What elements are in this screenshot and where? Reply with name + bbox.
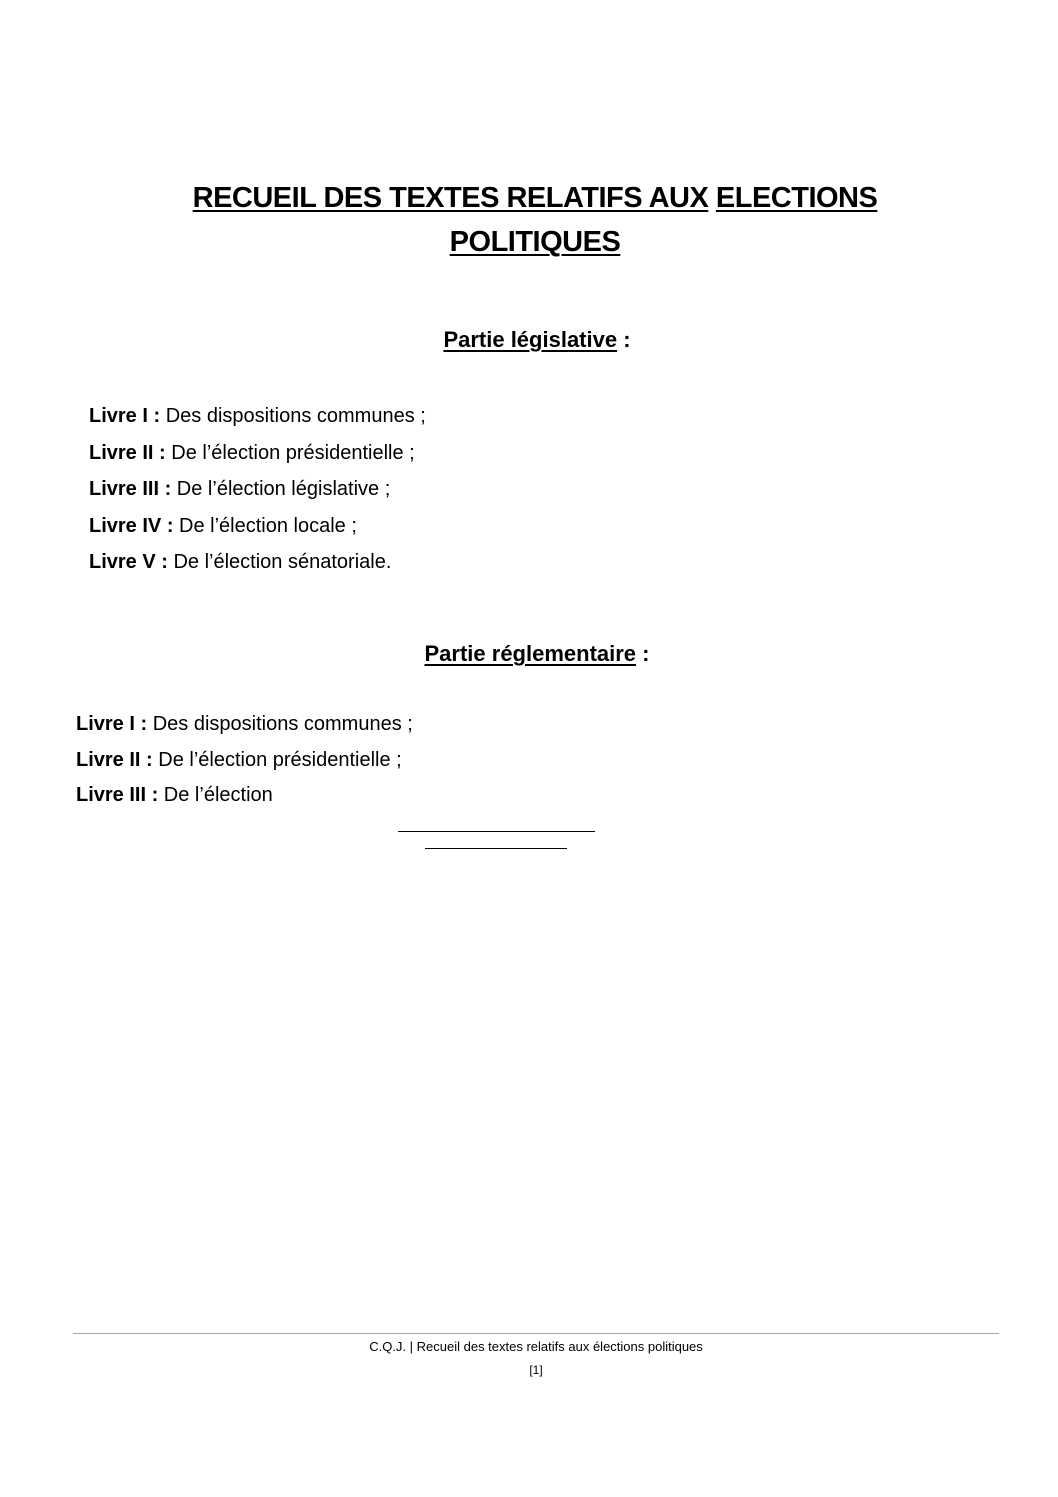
book-description: De l’élection législative ; — [171, 478, 391, 500]
list-item — [76, 707, 413, 743]
divider-short — [425, 848, 567, 849]
book-label: Livre I : — [89, 405, 161, 427]
legislative-section-heading — [8, 325, 1058, 355]
legislative-book-list — [89, 398, 426, 581]
footer-text: C.Q.J. | Recueil des textes relatifs aux élections politiques — [369, 1339, 703, 1354]
document-title-line-2 — [140, 220, 930, 264]
book-label: Livre III : — [76, 784, 159, 806]
list-item — [89, 471, 426, 508]
regulatory-section-heading — [8, 639, 1058, 669]
list-item — [89, 544, 426, 581]
book-label: Livre I : — [76, 713, 148, 735]
book-description: Des dispositions communes ; — [160, 405, 426, 427]
book-description: Des dispositions communes ; — [147, 713, 413, 735]
book-label: Livre II : — [76, 748, 153, 771]
book-description: De l’élection locale ; — [173, 514, 357, 537]
legislative-heading-text: Partie législative — [443, 327, 618, 352]
book-description: De l’élection présidentielle ; — [152, 748, 402, 771]
list-item — [89, 398, 426, 435]
divider-long — [398, 831, 595, 832]
book-description: De l’élection — [158, 784, 273, 806]
list-item — [89, 508, 426, 545]
title-part-3: POLITIQUES — [449, 226, 621, 258]
regulatory-book-list — [76, 707, 413, 814]
book-label: Livre IV : — [89, 514, 174, 537]
footer-divider — [73, 1333, 999, 1334]
legislative-heading-suffix: : — [617, 327, 631, 352]
book-description: De l’élection présidentielle ; — [165, 441, 415, 464]
regulatory-heading-text: Partie réglementaire — [424, 641, 637, 666]
book-description: De l’élection sénatoriale. — [167, 551, 392, 573]
book-label: Livre V : — [89, 551, 168, 573]
title-part-1: RECUEIL DES TEXTES RELATIFS AUX — [192, 182, 709, 214]
page-number: [1] — [529, 1363, 543, 1377]
regulatory-heading-suffix: : — [636, 641, 650, 666]
book-label: Livre II : — [89, 441, 166, 464]
list-item — [76, 743, 413, 779]
list-item — [76, 778, 413, 814]
list-item — [89, 435, 426, 472]
book-label: Livre III : — [89, 478, 172, 500]
title-part-2: ELECTIONS — [715, 182, 878, 214]
document-title-line-1 — [140, 176, 930, 220]
